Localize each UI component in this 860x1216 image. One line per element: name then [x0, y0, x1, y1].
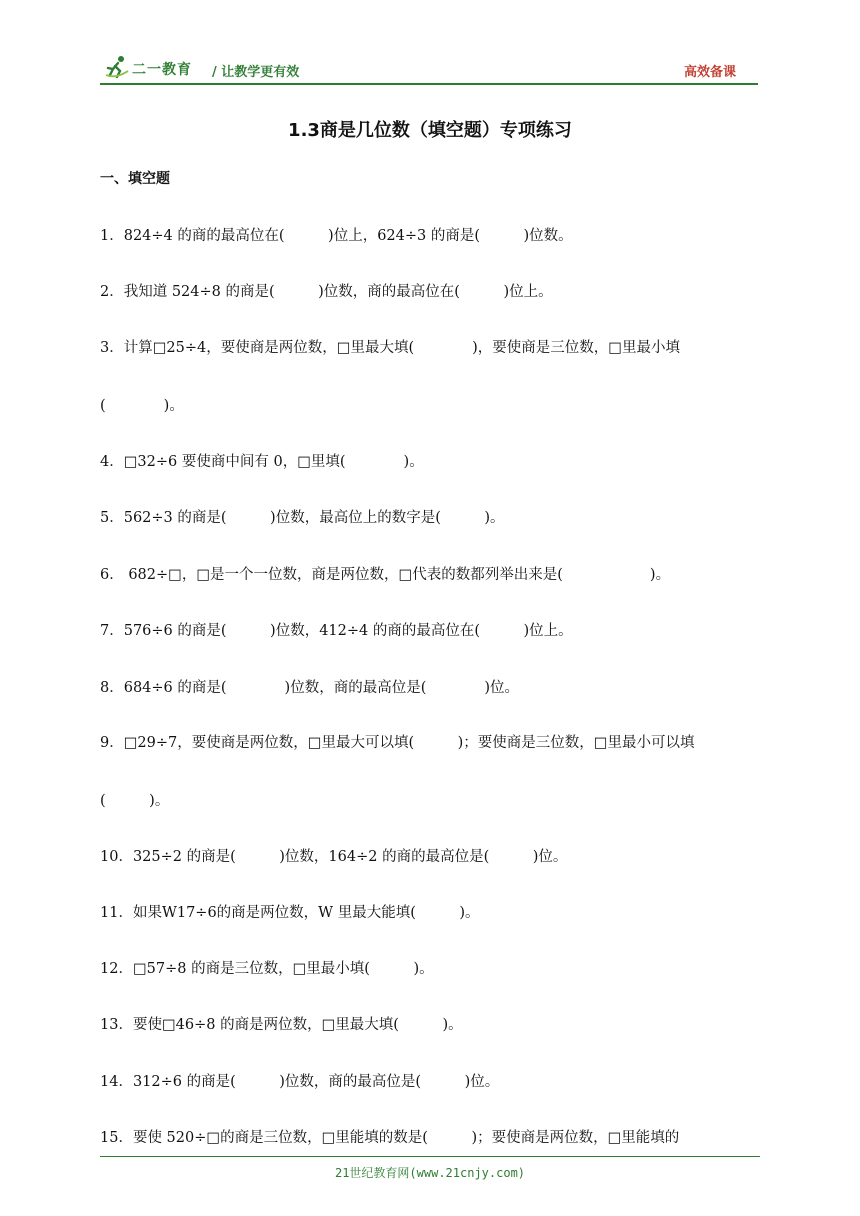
question-14: 14．312÷6 的商是( )位数，商的最高位是( )位。: [100, 1074, 500, 1090]
question-3-continued: ( )。: [100, 398, 184, 414]
question-4: 4．□32÷6 要使商中间有 0，□里填( )。: [100, 454, 424, 470]
question-7: 7．576÷6 的商是( )位数，412÷4 的商的最高位在( )位上。: [100, 623, 573, 639]
running-figure-icon: [104, 55, 130, 79]
footer-divider: [100, 1156, 760, 1157]
question-8: 8．684÷6 的商是( )位数，商的最高位是( )位。: [100, 680, 520, 696]
question-3: 3．计算□25÷4，要使商是两位数，□里最大填( )，要使商是三位数，□里最小填: [100, 340, 680, 356]
question-10: 10．325÷2 的商是( )位数，164÷2 的商的最高位是( )位。: [100, 849, 568, 865]
question-6: 6． 682÷□，□是一个一位数，商是两位数，□代表的数都列举出来是( )。: [100, 567, 671, 583]
header-badge: 高效备课: [683, 65, 736, 80]
question-11: 11．如果W17÷6的商是两位数，W 里最大能填( )。: [100, 905, 480, 921]
question-1: 1．824÷4 的商的最高位在( )位上，624÷3 的商是( )位数。: [100, 228, 573, 244]
question-13: 13．要使□46÷8 的商是两位数，□里最大填( )。: [100, 1017, 463, 1033]
question-2: 2．我知道 524÷8 的商是( )位数，商的最高位在( )位上。: [100, 284, 553, 300]
question-9-continued: ( )。: [100, 793, 170, 809]
page-title: 1.3商是几位数（填空题）专项练习: [288, 120, 572, 141]
header-slogan: / 让教学更有效: [212, 65, 300, 80]
question-5: 5．562÷3 的商是( )位数，最高位上的数字是( )。: [100, 510, 505, 526]
question-15: 15．要使 520÷□的商是三位数，□里能填的数是( )；要使商是两位数，□里能填的: [100, 1130, 680, 1146]
section-heading: 一、填空题: [100, 171, 170, 187]
question-9: 9．□29÷7，要使商是两位数，□里最大可以填( )；要使商是三位数，□里最小可以填: [100, 735, 695, 751]
footer-text: 21世纪教育网(www.21cnjy.com): [334, 1166, 526, 1180]
logo-text: 二一教育: [132, 62, 192, 78]
question-12: 12．□57÷8 的商是三位数，□里最小填( )。: [100, 961, 434, 977]
page-header: [100, 55, 758, 85]
